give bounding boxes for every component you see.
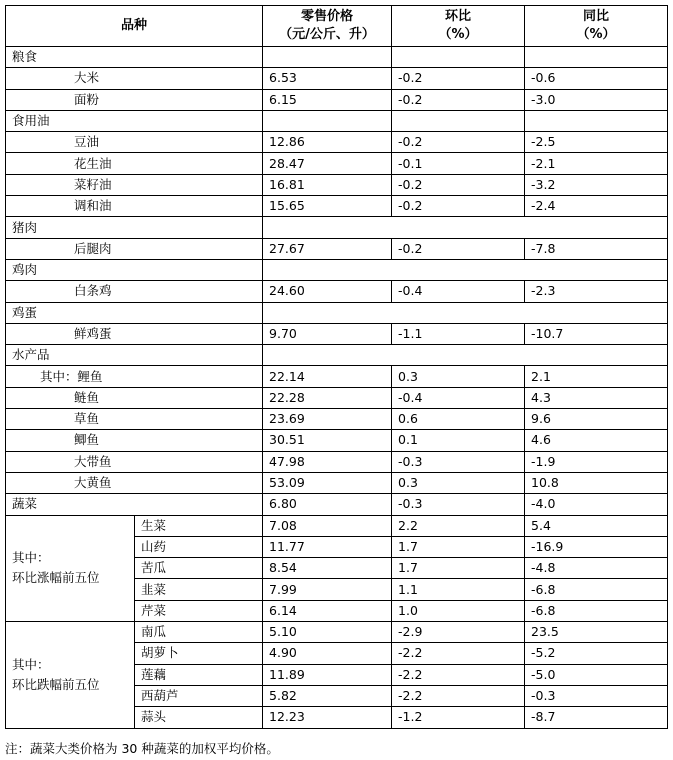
item-name: 生菜 xyxy=(135,515,263,536)
mom-cell: -0.2 xyxy=(392,196,525,217)
price-cell: 5.10 xyxy=(263,622,392,643)
mom-cell: 0.6 xyxy=(392,409,525,430)
mom-cell: 1.7 xyxy=(392,558,525,579)
item-name: 莲藕 xyxy=(135,664,263,685)
yoy-cell: -10.7 xyxy=(525,323,668,344)
price-cell xyxy=(263,110,392,131)
yoy-cell: -6.8 xyxy=(525,579,668,600)
yoy-cell: -5.0 xyxy=(525,664,668,685)
mom-cell: -2.2 xyxy=(392,664,525,685)
yoy-cell: -2.3 xyxy=(525,281,668,302)
mom-cell: -0.2 xyxy=(392,238,525,259)
yoy-cell: -4.8 xyxy=(525,558,668,579)
group-label xyxy=(6,515,135,621)
yoy-cell: -4.0 xyxy=(525,494,668,515)
price-cell: 30.51 xyxy=(263,430,392,451)
header-yoy: 同比 （%） xyxy=(525,6,668,47)
item-name: 白条鸡 xyxy=(6,281,263,302)
table-row xyxy=(6,259,668,280)
yoy-cell: 10.8 xyxy=(525,472,668,493)
price-cell: 28.47 xyxy=(263,153,392,174)
mom-cell: -0.2 xyxy=(392,174,525,195)
table-row xyxy=(6,281,668,302)
price-cell: 6.80 xyxy=(263,494,392,515)
yoy-cell: -7.8 xyxy=(525,238,668,259)
mom-cell: 1.1 xyxy=(392,579,525,600)
table-row xyxy=(6,323,668,344)
mom-cell xyxy=(392,47,525,68)
mom-cell: -0.1 xyxy=(392,153,525,174)
price-cell: 7.08 xyxy=(263,515,392,536)
mom-cell: 0.3 xyxy=(392,366,525,387)
mom-cell: -0.3 xyxy=(392,494,525,515)
table-row xyxy=(6,409,668,430)
mom-cell: -0.3 xyxy=(392,451,525,472)
table-row xyxy=(6,622,668,643)
category-blank xyxy=(263,302,668,323)
yoy-cell: -2.5 xyxy=(525,132,668,153)
category-blank xyxy=(263,345,668,366)
header-mom: 环比 （%） xyxy=(392,6,525,47)
yoy-cell: -8.7 xyxy=(525,707,668,728)
table-row xyxy=(6,451,668,472)
mom-cell: 0.3 xyxy=(392,472,525,493)
price-cell: 6.15 xyxy=(263,89,392,110)
yoy-cell: -0.3 xyxy=(525,685,668,706)
category-name: 水产品 xyxy=(6,345,263,366)
table-row xyxy=(6,132,668,153)
table-body xyxy=(6,47,668,729)
yoy-cell: -6.8 xyxy=(525,600,668,621)
item-name: 韭菜 xyxy=(135,579,263,600)
price-cell xyxy=(263,47,392,68)
footnote: 注：蔬菜大类价格为 30 种蔬菜的加权平均价格。 xyxy=(5,741,279,756)
table-row xyxy=(6,238,668,259)
item-name: 大米 xyxy=(6,68,263,89)
yoy-cell: 5.4 xyxy=(525,515,668,536)
price-cell: 7.99 xyxy=(263,579,392,600)
item-name: 鲫鱼 xyxy=(6,430,263,451)
yoy-cell: -5.2 xyxy=(525,643,668,664)
group-label xyxy=(6,622,135,728)
category-name: 粮食 xyxy=(6,47,263,68)
price-cell: 6.53 xyxy=(263,68,392,89)
item-name: 山药 xyxy=(135,536,263,557)
item-name: 花生油 xyxy=(6,153,263,174)
price-cell: 23.69 xyxy=(263,409,392,430)
yoy-cell: -1.9 xyxy=(525,451,668,472)
yoy-cell: -3.2 xyxy=(525,174,668,195)
table-row xyxy=(6,110,668,131)
item-name: 大带鱼 xyxy=(6,451,263,472)
price-cell: 5.82 xyxy=(263,685,392,706)
header-price: 零售价格 （元/公斤、升） xyxy=(263,6,392,47)
mom-cell: -2.9 xyxy=(392,622,525,643)
table-row xyxy=(6,302,668,323)
item-name: 鲜鸡蛋 xyxy=(6,323,263,344)
table-row xyxy=(6,89,668,110)
item-name: 苦瓜 xyxy=(135,558,263,579)
item-name: 后腿肉 xyxy=(6,238,263,259)
price-cell: 47.98 xyxy=(263,451,392,472)
price-cell: 11.89 xyxy=(263,664,392,685)
group-label-line2: 环比跌幅前五位 xyxy=(12,676,100,692)
price-cell: 8.54 xyxy=(263,558,392,579)
yoy-cell: -0.6 xyxy=(525,68,668,89)
table-row xyxy=(6,153,668,174)
table-row xyxy=(6,174,668,195)
yoy-cell: 23.5 xyxy=(525,622,668,643)
item-name: 菜籽油 xyxy=(6,174,263,195)
table-row xyxy=(6,387,668,408)
category-name: 鸡肉 xyxy=(6,259,263,280)
item-name: 胡萝卜 xyxy=(135,643,263,664)
item-name: 其中：鲤鱼 xyxy=(6,366,263,387)
mom-cell: 1.0 xyxy=(392,600,525,621)
yoy-cell: -3.0 xyxy=(525,89,668,110)
table-row xyxy=(6,68,668,89)
yoy-cell: -2.4 xyxy=(525,196,668,217)
group-label-line1: 其中： xyxy=(12,550,50,566)
mom-cell: -1.2 xyxy=(392,707,525,728)
price-cell: 9.70 xyxy=(263,323,392,344)
price-cell: 11.77 xyxy=(263,536,392,557)
yoy-cell: -16.9 xyxy=(525,536,668,557)
price-cell: 12.23 xyxy=(263,707,392,728)
table-row xyxy=(6,494,668,515)
header-variety: 品种 xyxy=(6,6,263,47)
mom-cell: -0.4 xyxy=(392,281,525,302)
mom-cell xyxy=(392,110,525,131)
item-name: 大黄鱼 xyxy=(6,472,263,493)
item-name: 西葫芦 xyxy=(135,685,263,706)
mom-cell: -2.2 xyxy=(392,643,525,664)
item-name: 豆油 xyxy=(6,132,263,153)
category-blank xyxy=(263,217,668,238)
mom-cell: -0.2 xyxy=(392,89,525,110)
table-row xyxy=(6,472,668,493)
category-name: 鸡蛋 xyxy=(6,302,263,323)
table-row xyxy=(6,430,668,451)
category-name: 蔬菜 xyxy=(6,494,263,515)
table-header-row xyxy=(6,6,668,47)
item-name: 芹菜 xyxy=(135,600,263,621)
table-row xyxy=(6,47,668,68)
price-cell: 22.28 xyxy=(263,387,392,408)
mom-cell: 2.2 xyxy=(392,515,525,536)
mom-cell: -0.4 xyxy=(392,387,525,408)
price-cell: 24.60 xyxy=(263,281,392,302)
price-table xyxy=(5,5,668,729)
item-name: 草鱼 xyxy=(6,409,263,430)
mom-cell: -0.2 xyxy=(392,132,525,153)
price-cell: 22.14 xyxy=(263,366,392,387)
item-name: 调和油 xyxy=(6,196,263,217)
yoy-cell: -2.1 xyxy=(525,153,668,174)
table-row xyxy=(6,217,668,238)
price-cell: 12.86 xyxy=(263,132,392,153)
price-cell: 27.67 xyxy=(263,238,392,259)
group-label-line1: 其中： xyxy=(12,656,50,672)
item-name: 蒜头 xyxy=(135,707,263,728)
table-row xyxy=(6,366,668,387)
mom-cell: -0.2 xyxy=(392,68,525,89)
category-name: 猪肉 xyxy=(6,217,263,238)
price-cell: 16.81 xyxy=(263,174,392,195)
price-cell: 6.14 xyxy=(263,600,392,621)
category-blank xyxy=(263,259,668,280)
price-cell: 4.90 xyxy=(263,643,392,664)
price-cell: 53.09 xyxy=(263,472,392,493)
yoy-cell: 2.1 xyxy=(525,366,668,387)
table-row xyxy=(6,515,668,536)
yoy-cell: 9.6 xyxy=(525,409,668,430)
yoy-cell xyxy=(525,47,668,68)
yoy-cell xyxy=(525,110,668,131)
item-name: 南瓜 xyxy=(135,622,263,643)
table-row xyxy=(6,196,668,217)
price-cell: 15.65 xyxy=(263,196,392,217)
mom-cell: -1.1 xyxy=(392,323,525,344)
item-name: 面粉 xyxy=(6,89,263,110)
mom-cell: 1.7 xyxy=(392,536,525,557)
mom-cell: -2.2 xyxy=(392,685,525,706)
yoy-cell: 4.3 xyxy=(525,387,668,408)
yoy-cell: 4.6 xyxy=(525,430,668,451)
table-row xyxy=(6,345,668,366)
item-name: 鲢鱼 xyxy=(6,387,263,408)
mom-cell: 0.1 xyxy=(392,430,525,451)
category-name: 食用油 xyxy=(6,110,263,131)
group-label-line2: 环比涨幅前五位 xyxy=(12,570,100,586)
